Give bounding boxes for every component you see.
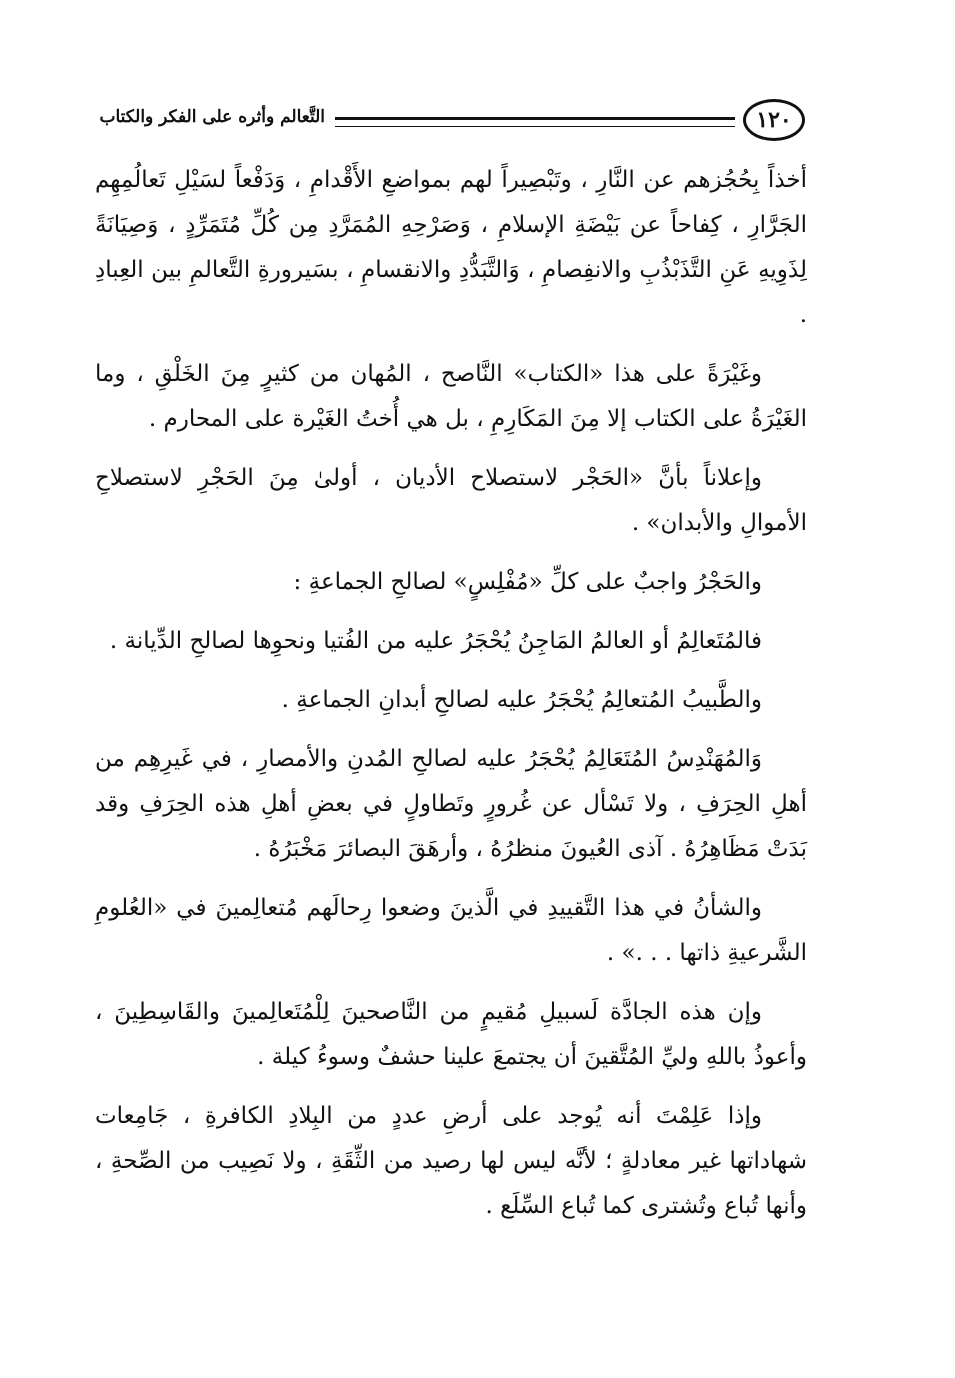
paragraph: وإذا عَلِمْتَ أنه يُوجد على أرضِ عددٍ من البِلادِ الكافرةِ ، جَامِعات شهاداتها غير معادلةٍ ؛ لأنَّه ليس لها رصيد من الثِّقَةِ ، ولا نَصِيب من الصِّحةِ ، وأنها تُباع وتُشترى كما تُباع السِّلَع . <box>95 1103 807 1219</box>
paragraph: والحَجْرُ واجبٌ على كلِّ «مُفْلِسٍ» لصالحِ الجماعةِ : <box>293 569 762 595</box>
paragraph: أخذاً بِحُجُزهم عن النَّارِ ، وتَبْصِيراً لهم بمواضعِ الأَقْدامِ ، وَدَفْعاً لسَيْلِ تَعالُمِهِم الجَرَّارِ ، كِفاحاً عن بَيْضَةِ الإسلامِ ، وَصَرْحِهِ المُمَرَّدِ مِن كُلِّ مُتَمَرِّدٍ ، وَصِيَانَةً لِذَوِيهِ عَنِ التَّذَبْذُبِ والانفِصامِ ، وَالتَّبَدُّدِ والانقسامِ ، بسَيرورةِ التَّعالمِ بين العِبادِ . <box>95 167 807 328</box>
body-text <box>95 158 807 1243</box>
running-title: التَّعالم وأثره على الفكر والكتاب <box>99 107 325 127</box>
paragraph: وإعلاناً بأنَّ «الحَجْر لاستصلاح الأديان ، أولىٰ مِنَ الحَجْرِ لاستصلاحِ الأموالِ والأبدان» . <box>95 465 807 536</box>
page-header <box>95 95 805 155</box>
paragraph: والطَّبيبُ المُتعالِمُ يُحْجَرُ عليه لصالحِ أبدانِ الجماعةِ . <box>281 687 762 713</box>
paragraph: فالمُتَعالِمُ أو العالمُ المَاجِنُ يُحْجَرُ عليه من الفُتيا ونحوِها لصالحِ الدِّيانة . <box>109 628 762 654</box>
page-number: ١٢٠ <box>743 99 805 141</box>
paragraph: وغَيْرَةً على هذا «الكتاب» النَّاصح ، المُهان من كثيرٍ مِنَ الخَلْقِ ، وما الغَيْرَةُ على الكتاب إلا مِنَ المَكَارِمِ ، بل هي أُختُ الغَيْرة على المحارم . <box>95 361 807 432</box>
paragraph: وَالمُهَنْدِسُ المُتَعَالِمُ يُحْجَرُ عليه لصالحِ المُدنِ والأمصارِ ، في غَيرِهِم من أهلِ الحِرَفِ ، ولا تَسْأل عن غُرورٍ وتَطاولٍ في بعضِ أهلِ هذه الحِرَفِ وقد بَدَتْ مَظَاهِرُهُ . آذى العُيونَ منظرُهُ ، وأرهَقَ البصائرَ مَخْبَرُهُ . <box>95 746 807 862</box>
paragraph: والشأنُ في هذا التَّقييدِ في الَّذينَ وضعوا رِحالَهم مُتعالِمينَ في «العُلومِ الشَّرعيةِ ذاتها . . .» . <box>95 895 807 966</box>
header-rule <box>335 117 735 127</box>
paragraph: وإن هذه الجادَّة لَسبيلِ مُقيمٍ من النَّاصحينَ لِلْمُتَعالِمينَ والقَاسِطِينَ ، وأعوذُ باللهِ وليِّ المُتَّقينَ أن يجتمعَ علينا حشفٌ وسوءُ كيلة . <box>95 999 807 1070</box>
